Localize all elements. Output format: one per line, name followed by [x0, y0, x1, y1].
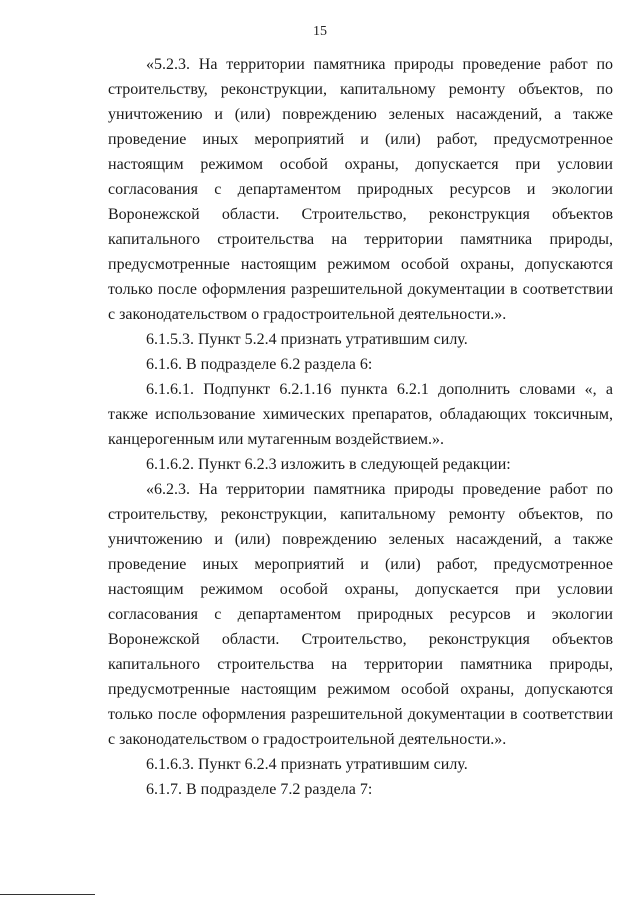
paragraph-6-2-3: «6.2.3. На территории памятника природы проведение работ по строительству, реконструкции, капитальному ремонту объектов, по уничтожению и (или) повреждению зеленых насаждений, а также проведение иных мероприятий и (или) работ, предусмотренное настоящим режимом особой охраны, допускается при условии согласования с департаментом природных ресурсов и экологии Воронежской области. Строительство, реконструкция объектов капитального строительства на территории памятника природы, предусмотренные настоящим режимом особой охраны, допускаются только после оформления разрешительной документации в соответствии с законодательством о градостроительной деятельности.». — [108, 481, 613, 748]
page-number: 15 — [313, 24, 327, 39]
paragraph-6-1-6-1: 6.1.6.1. Подпункт 6.2.1.16 пункта 6.2.1 дополнить словами «, а также использование химических препаратов, обладающих токсичным, канцерогенным или мутагенным воздействием.». — [108, 381, 613, 448]
document-body — [108, 52, 613, 802]
paragraph-6-1-6-2: 6.1.6.2. Пункт 6.2.3 изложить в следующей редакции: — [146, 456, 511, 473]
paragraph-6-1-6-3: 6.1.6.3. Пункт 6.2.4 признать утратившим силу. — [146, 756, 468, 773]
paragraph-5-2-3: «5.2.3. На территории памятника природы проведение работ по строительству, реконструкции, капитальному ремонту объектов, по уничтожению и (или) повреждению зеленых насаждений, а также проведение иных мероприятий и (или) работ, предусмотренное настоящим режимом особой охраны, допускается при условии согласования с департаментом природных ресурсов и экологии Воронежской области. Строительство, реконструкция объектов капитального строительства на территории памятника природы, предусмотренные настоящим режимом особой охраны, допускаются только после оформления разрешительной документации в соответствии с законодательством о градостроительной деятельности.». — [108, 56, 613, 323]
paragraph-6-1-7: 6.1.7. В подразделе 7.2 раздела 7: — [146, 781, 373, 798]
paragraph-6-1-5-3: 6.1.5.3. Пункт 5.2.4 признать утратившим силу. — [146, 331, 468, 348]
paragraph-6-1-6: 6.1.6. В подразделе 6.2 раздела 6: — [146, 356, 373, 373]
footnote-divider — [0, 894, 95, 895]
